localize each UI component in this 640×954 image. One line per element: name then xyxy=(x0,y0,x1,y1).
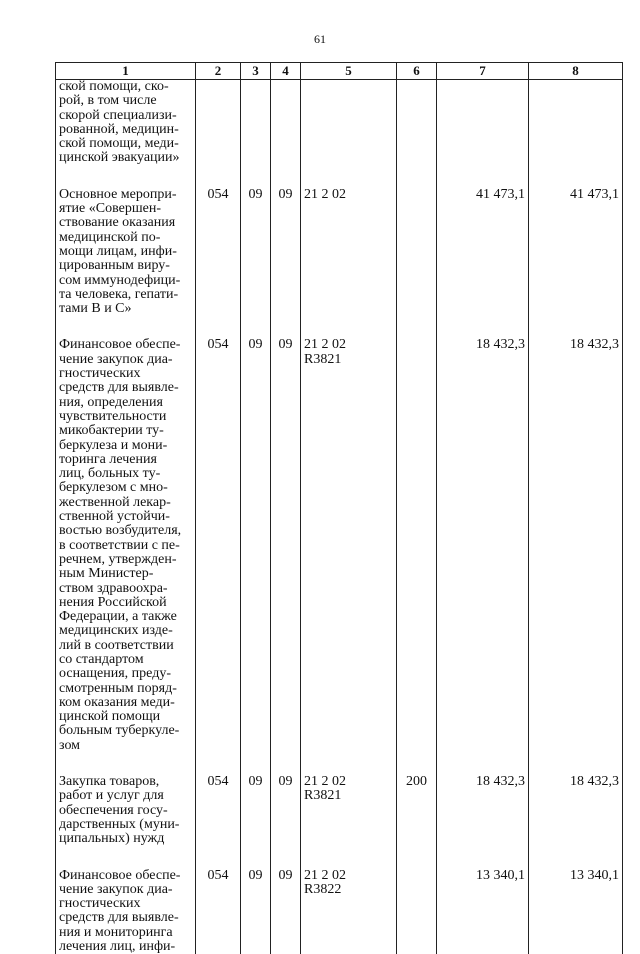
table-row xyxy=(56,775,623,868)
csr-code: 21 2 02 R3821 xyxy=(304,337,346,367)
sum7-cell: 18 432,3 xyxy=(437,775,529,868)
vr-cell xyxy=(397,338,437,775)
grbs-cell: 054 xyxy=(196,338,241,775)
csr-cell xyxy=(301,775,397,868)
pr-cell: 09 xyxy=(271,338,301,775)
sum7-cell: 18 432,3 xyxy=(437,338,529,775)
rz-cell: 09 xyxy=(241,188,271,339)
rz-cell: 09 xyxy=(241,869,271,954)
header-col-6: 6 xyxy=(397,63,437,80)
header-col-2: 2 xyxy=(196,63,241,80)
table-row xyxy=(56,188,623,339)
table-row xyxy=(56,869,623,954)
row-name: Финансовое обеспе- чение закупок диа- гностических средств для выявле- ния и мониторинга лечения лиц, инфи- xyxy=(59,867,181,954)
csr-cell xyxy=(301,869,397,954)
header-col-7: 7 xyxy=(437,63,529,80)
row-name-cell xyxy=(56,188,196,339)
row-name: Финансовое обеспе- чение закупок диа- гностических средств для выявле- ния, определения чувствительности микобактерии ту- беркулеза и мони- торинга лечения лиц, больных ту- беркулезом с мно- жественной лекар- ственной устойчи- востью возбудителя, в соответствии с пе- речнем, утвержден- ным Министер- ством здравоохра- нения Российской Федерации, а также медицинских изде- лий в соответствии со стандартом оснащения, преду- смотренным поряд- ком оказания меди- цинской помощи больным туберкуле- зом xyxy=(59,337,182,753)
csr-cell xyxy=(301,338,397,775)
rz-cell: 09 xyxy=(241,775,271,868)
csr-cell xyxy=(301,188,397,339)
rz-cell: 09 xyxy=(241,338,271,775)
row-name: Закупка товаров, работ и услуг для обеспечения госу- дарственных (муни- ципальных) нужд xyxy=(59,774,180,847)
pr-cell: 09 xyxy=(271,869,301,954)
budget-table xyxy=(55,62,623,954)
grbs-cell: 054 xyxy=(196,869,241,954)
pr-cell xyxy=(271,80,301,188)
sum8-cell: 13 340,1 xyxy=(529,869,623,954)
grbs-cell xyxy=(196,80,241,188)
sum8-cell: 18 432,3 xyxy=(529,775,623,868)
csr-code: 21 2 02 R3822 xyxy=(304,867,346,897)
header-col-1: 1 xyxy=(56,63,196,80)
sum8-cell xyxy=(529,80,623,188)
vr-cell: 200 xyxy=(397,775,437,868)
grbs-cell: 054 xyxy=(196,775,241,868)
row-name: Основное меропри- ятие «Совершен- ствование оказания медицинской по- мощи лицам, инфи- цированным виру- сом иммунодефици- та человека, гепати- тами В и С» xyxy=(59,186,181,317)
header-col-3: 3 xyxy=(241,63,271,80)
header-col-8: 8 xyxy=(529,63,623,80)
sum7-cell: 41 473,1 xyxy=(437,188,529,339)
vr-cell xyxy=(397,80,437,188)
header-col-4: 4 xyxy=(271,63,301,80)
csr-code: 21 2 02 R3821 xyxy=(304,774,346,804)
vr-cell xyxy=(397,188,437,339)
grbs-cell: 054 xyxy=(196,188,241,339)
row-name-cell xyxy=(56,775,196,868)
row-name-cell xyxy=(56,338,196,775)
table-row xyxy=(56,80,623,188)
table-row xyxy=(56,338,623,775)
sum8-cell: 18 432,3 xyxy=(529,338,623,775)
row-name-cell xyxy=(56,80,196,188)
csr-cell xyxy=(301,80,397,188)
vr-cell xyxy=(397,869,437,954)
header-col-5: 5 xyxy=(301,63,397,80)
page-number: 61 xyxy=(314,32,326,46)
sum8-cell: 41 473,1 xyxy=(529,188,623,339)
header-row xyxy=(56,63,623,80)
csr-code: 21 2 02 xyxy=(304,186,346,202)
rz-cell xyxy=(241,80,271,188)
row-name-cell xyxy=(56,869,196,954)
pr-cell: 09 xyxy=(271,188,301,339)
pr-cell: 09 xyxy=(271,775,301,868)
sum7-cell: 13 340,1 xyxy=(437,869,529,954)
sum7-cell xyxy=(437,80,529,188)
row-name: ской помощи, ско- рой, в том числе скорой специализи- рованной, медицин- ской помощи, меди- цинской эвакуации» xyxy=(59,79,180,166)
